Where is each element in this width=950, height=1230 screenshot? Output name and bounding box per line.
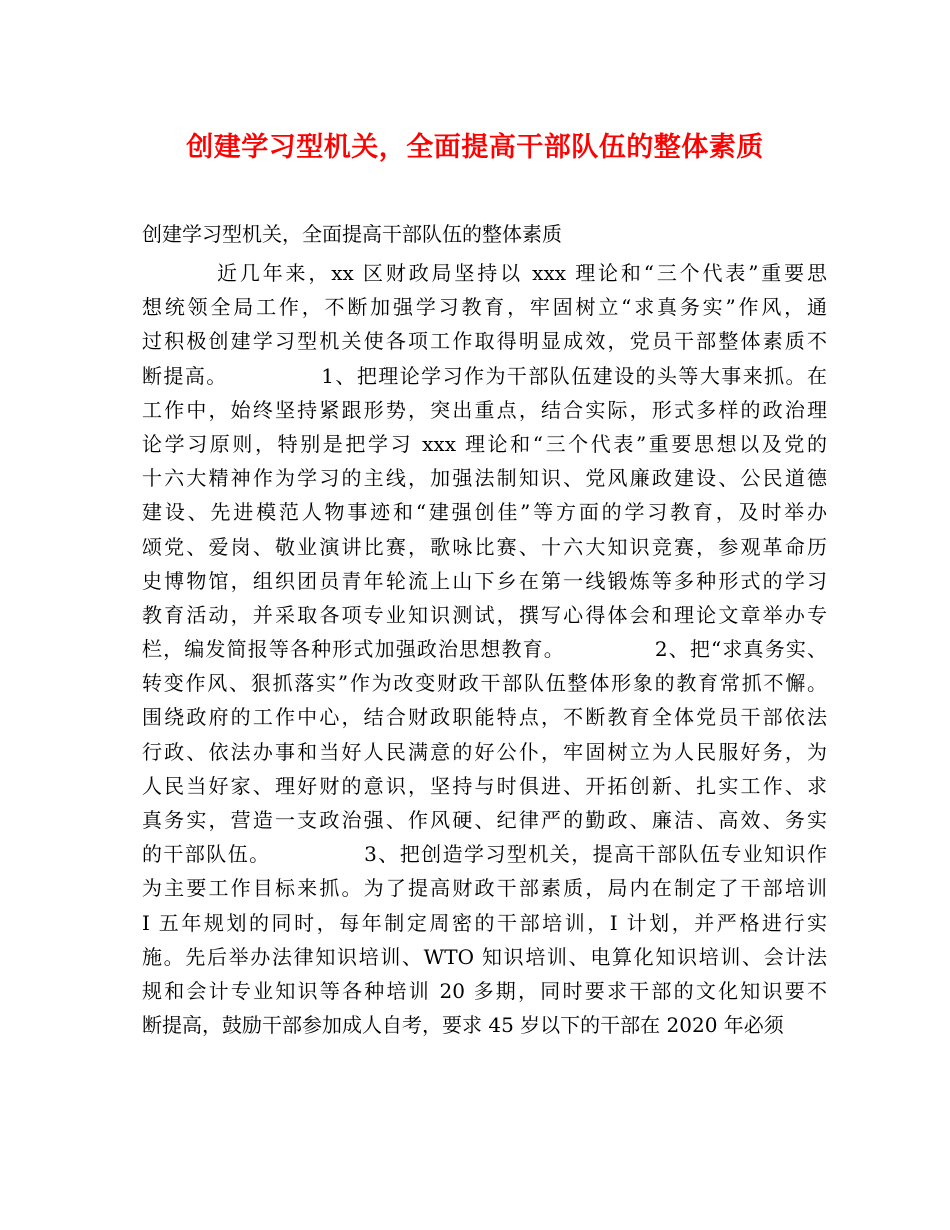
body-line: 论学习原则，特别是把学习 xxx 理论和“三个代表”重要思想以及党的 — [142, 431, 827, 456]
body-line: 栏，编发简报等各种形式加强政治思想教育。 2、把“求真务实、 — [142, 637, 827, 662]
document-subtitle: 创建学习型机关，全面提高干部队伍的整体素质 — [142, 222, 562, 246]
body-line: 围绕政府的工作中心，结合财政职能特点，不断教育全体党员干部依法 — [142, 705, 827, 730]
body-line: 十六大精神作为学习的主线，加强法制知识、党风廉政建设、公民道德 — [142, 466, 827, 491]
document-body — [142, 256, 827, 1042]
body-line: 真务实，营造一支政治强、作风硬、纪律严的勤政、廉洁、高效、务实 — [142, 808, 827, 832]
body-line: 行政、依法办事和当好人民满意的好公仆，牢固树立为人民服好务，为 — [142, 739, 827, 764]
body-line: 断提高。 1、把理论学习作为干部队伍建设的头等大事来抓。在 — [142, 363, 827, 388]
body-line: 断提高，鼓励干部参加成人自考，要求 45 岁以下的干部在 2020 年必须 — [142, 1013, 784, 1038]
body-line: 的干部队伍。 3、把创造学习型机关，提高干部队伍专业知识作 — [142, 842, 827, 867]
body-line: 史博物馆，组织团员青年轮流上山下乡在第一线锻炼等多种形式的学习 — [142, 568, 827, 593]
body-line: 规和会计专业知识等各种培训 20 多期，同时要求干部的文化知识要不 — [142, 978, 827, 1003]
body-line: 施。先后举办法律知识培训、WTO 知识培训、电算化知识培训、会计法 — [142, 944, 827, 969]
body-line: 教育活动，并采取各项专业知识测试，撰写心得体会和理论文章举办专 — [142, 602, 827, 627]
document-title: 创建学习型机关，全面提高干部队伍的整体素质 — [186, 132, 764, 163]
body-line: 为主要工作目标来抓。为了提高财政干部素质，局内在制定了干部培训 — [142, 876, 827, 901]
body-line: 想统领全局工作，不断加强学习教育，牢固树立“求真务实”作风，通 — [142, 295, 827, 320]
body-line: I 五年规划的同时，每年制定周密的干部培训，I 计划，并严格进行实 — [142, 910, 827, 935]
body-line: 建设、先进模范人物事迹和“建强创佳”等方面的学习教育，及时举办 — [142, 500, 827, 525]
body-line: 工作中，始终坚持紧跟形势，突出重点，结合实际，形式多样的政治理 — [142, 397, 827, 422]
body-line: 人民当好家、理好财的意识，坚持与时俱进、开拓创新、扎实工作、求 — [142, 773, 827, 798]
body-line: 近几年来，xx 区财政局坚持以 xxx 理论和“三个代表”重要思 — [217, 261, 827, 285]
body-line: 颂党、爱岗、敬业演讲比赛，歌咏比赛、十六大知识竞赛，参观革命历 — [142, 534, 827, 559]
body-line: 转变作风、狠抓落实”作为改变财政干部队伍整体形象的教育常抓不懈。 — [142, 671, 827, 696]
body-line: 过积极创建学习型机关使各项工作取得明显成效，党员干部整体素质不 — [142, 329, 827, 354]
